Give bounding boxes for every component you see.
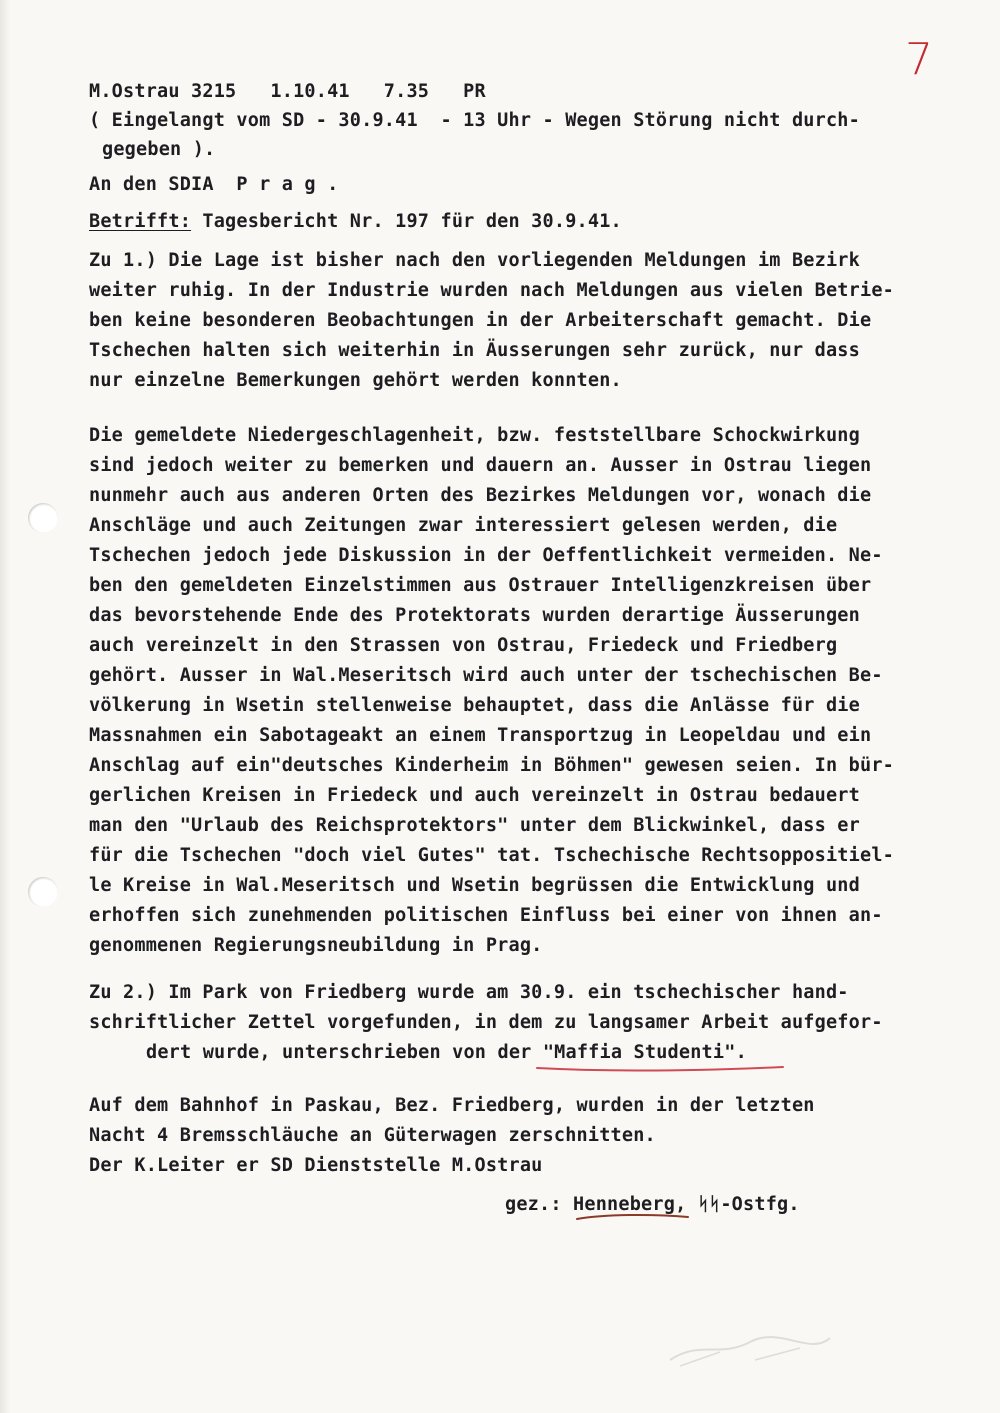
- paragraph-line: man den "Urlaub des Reichsprotektors" unter dem Blickwinkel, dass er: [89, 815, 860, 836]
- section2-line: dert wurde, unterschrieben von der "Maffia Studenti".: [146, 1042, 747, 1063]
- paragraph-line: gerlichen Kreisen in Friedeck und auch vereinzelt in Ostrau bedauert: [89, 785, 860, 806]
- paragraph-line: auch vereinzelt in den Strassen von Ostrau, Friedeck und Friedberg: [89, 635, 838, 656]
- section3-line: Nacht 4 Bremsschläuche an Güterwagen zerschnitten.: [89, 1125, 656, 1146]
- signature-line: gez.: Henneberg, ᛋᛋ-Ostfg.: [505, 1194, 800, 1215]
- section1-line: weiter ruhig. In der Industrie wurden nach Meldungen aus vielen Betrie-: [89, 280, 894, 301]
- paragraph-line: genommenen Regierungsneubildung in Prag.: [89, 935, 543, 956]
- signature-underline: [575, 1212, 690, 1222]
- page-number-handwritten: 7: [905, 34, 933, 85]
- paragraph-line: Anschläge und auch Zeitungen zwar interessiert gelesen werden, die: [89, 515, 838, 536]
- paragraph-line: le Kreise in Wal.Meseritsch und Wsetin begrüssen die Entwicklung und: [89, 875, 860, 896]
- paragraph-line: völkerung in Wsetin stellenweise behauptet, dass die Anlässe für die: [89, 695, 860, 716]
- section3-line: Auf dem Bahnhof in Paskau, Bez. Friedberg, wurden in der letzten: [89, 1095, 815, 1116]
- header-line-3: gegeben ).: [102, 139, 216, 160]
- header-line-1: M.Ostrau 3215 1.10.41 7.35 PR: [89, 81, 486, 102]
- paragraph-line: Massnahmen ein Sabotageakt an einem Transportzug in Leopeldau und ein: [89, 725, 872, 746]
- paragraph-line: nunmehr auch aus anderen Orten des Bezirkes Meldungen vor, wonach die: [89, 485, 872, 506]
- red-pencil-underline: [535, 1064, 785, 1074]
- paragraph-line: gehört. Ausser in Wal.Meseritsch wird auch unter der tschechischen Be-: [89, 665, 883, 686]
- subject-line: [89, 209, 622, 235]
- section1-line: nur einzelne Bemerkungen gehört werden konnten.: [89, 370, 622, 391]
- section1-line: ben keine besonderen Beobachtungen in der Arbeiterschaft gemacht. Die: [89, 310, 872, 331]
- subject-text: Tagesbericht Nr. 197 für den 30.9.41.: [191, 211, 622, 232]
- paragraph-line: erhoffen sich zunehmenden politischen Einfluss bei einer von ihnen an-: [89, 905, 883, 926]
- section2-line: schriftlicher Zettel vorgefunden, in dem zu langsamer Arbeit aufgefor-: [89, 1012, 883, 1033]
- paragraph-line: für die Tschechen "doch viel Gutes" tat. Tschechische Rechtsoppositiel-: [89, 845, 894, 866]
- office-line: Der K.Leiter er SD Dienststelle M.Ostrau: [89, 1155, 543, 1176]
- paragraph-line: Die gemeldete Niedergeschlagenheit, bzw. feststellbare Schockwirkung: [89, 425, 860, 446]
- section1-line: Zu 1.) Die Lage ist bisher nach den vorliegenden Meldungen im Bezirk: [89, 250, 860, 271]
- paragraph-line: das bevorstehende Ende des Protektorats wurden derartige Äusserungen: [89, 605, 860, 626]
- section2-line: Zu 2.) Im Park von Friedberg wurde am 30.9. ein tschechischer hand-: [89, 982, 849, 1003]
- header-line-2: ( Eingelangt vom SD - 30.9.41 - 13 Uhr - Wegen Störung nicht durch-: [89, 110, 860, 131]
- section1-line: Tschechen halten sich weiterhin in Äusserungen sehr zurück, nur dass: [89, 340, 860, 361]
- paragraph-line: sind jedoch weiter zu bemerken und dauern an. Ausser in Ostrau liegen: [89, 455, 872, 476]
- subject-label: Betrifft:: [89, 211, 192, 232]
- ink-bleed-through: [660, 1330, 840, 1370]
- paragraph-line: Anschlag auf ein"deutsches Kinderheim in Böhmen" gewesen seien. In bür-: [89, 755, 894, 776]
- recipient-line: An den SDIA P r a g .: [89, 174, 339, 195]
- paragraph-line: ben den gemeldeten Einzelstimmen aus Ostrauer Intelligenzkreisen über: [89, 575, 872, 596]
- paragraph-line: Tschechen jedoch jede Diskussion in der Oeffentlichkeit vermeiden. Ne-: [89, 545, 883, 566]
